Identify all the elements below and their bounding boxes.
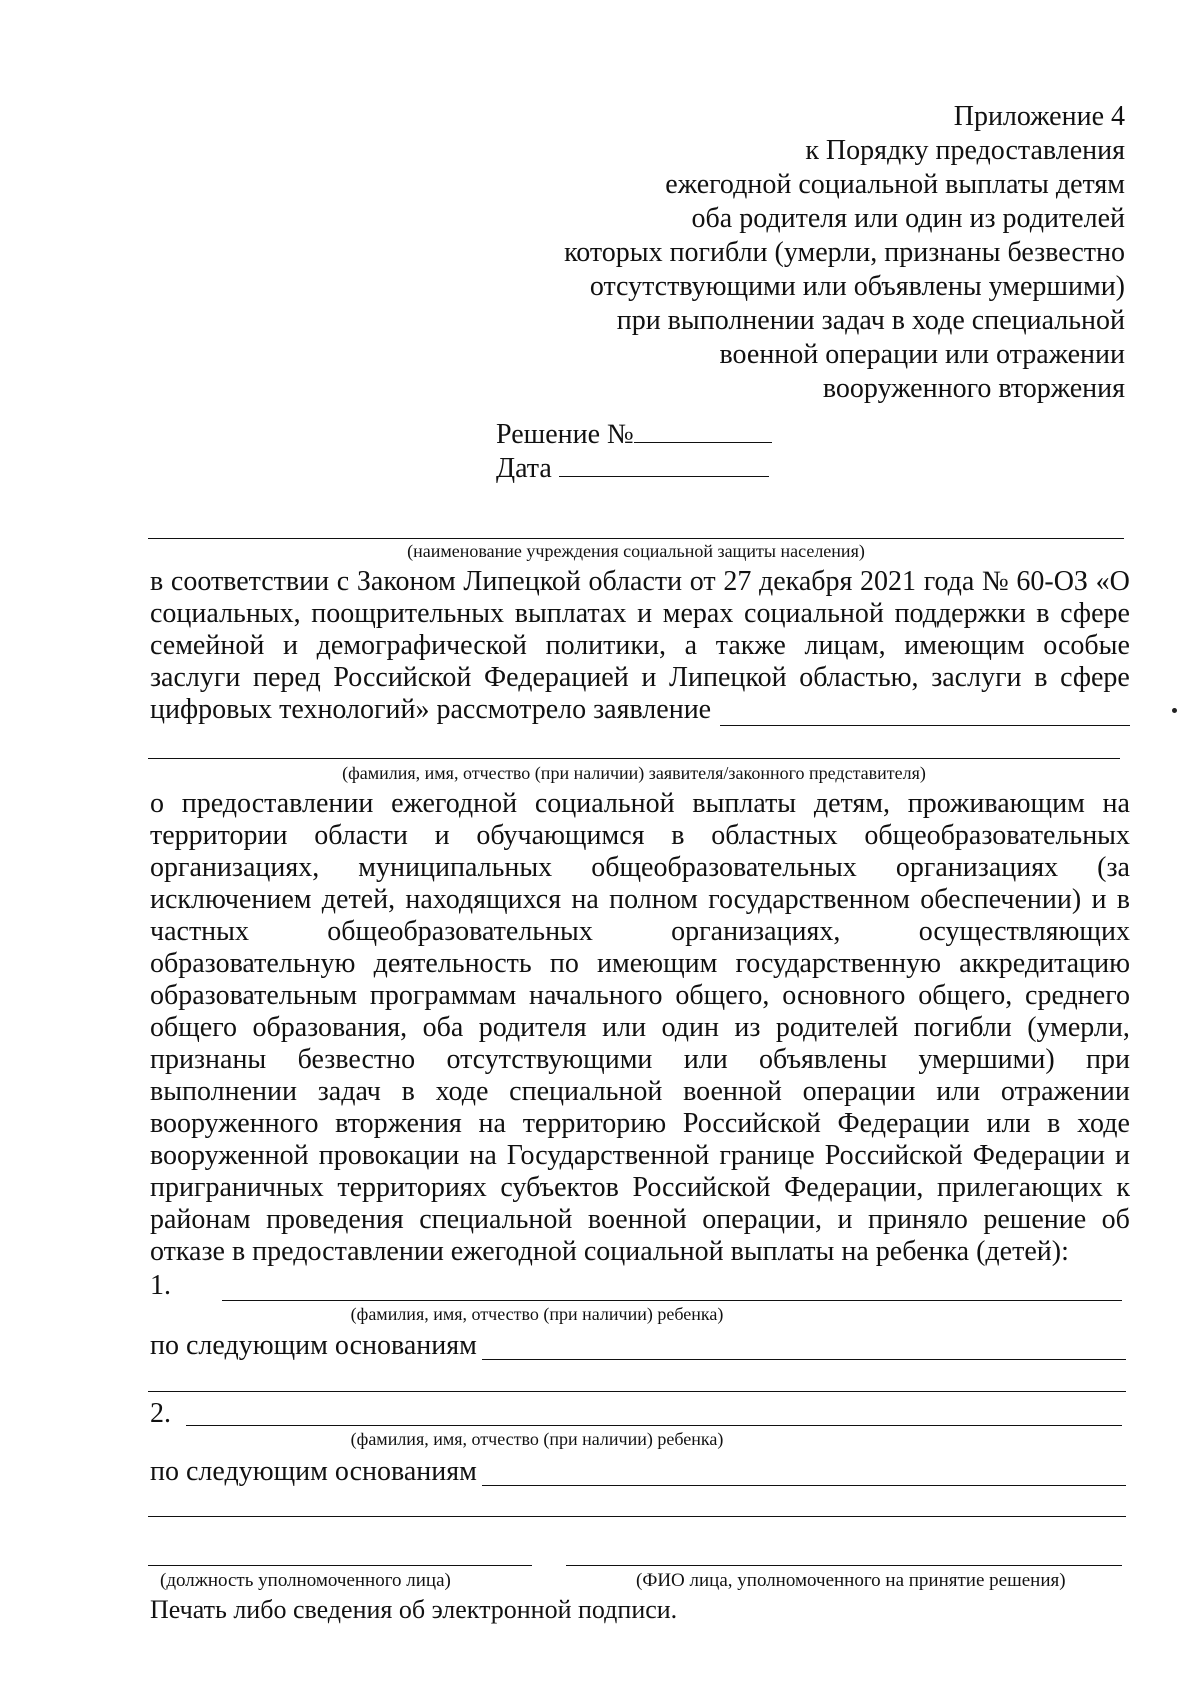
paragraph-line: признаны безвестно отсутствующими или объявлены умершими) при: [150, 1044, 1130, 1075]
applicant-field[interactable]: [148, 758, 1120, 759]
child-1-grounds-field[interactable]: [482, 1359, 1126, 1360]
official-name-field[interactable]: [566, 1565, 1122, 1566]
appendix-line: ежегодной социальной выплаты детям: [665, 169, 1125, 200]
paragraph-line: районам проведения специальной военной операции, и приняло решение об: [150, 1204, 1130, 1235]
decision-block: [496, 418, 772, 486]
applicant-caption: (фамилия, имя, отчество (при наличии) заявителя/законного представителя): [342, 763, 926, 783]
child-2-number: 2.: [150, 1398, 171, 1429]
child-1-grounds-extra-field[interactable]: [148, 1391, 1126, 1392]
child-1-grounds-label: по следующим основаниям: [150, 1330, 477, 1361]
child-2-grounds-extra-field[interactable]: [148, 1516, 1126, 1517]
paragraph-line: социальных, поощрительных выплатах и мерах социальной поддержки в сфере: [150, 598, 1130, 629]
appendix-line: которых погибли (умерли, признаны безвестно: [564, 237, 1125, 268]
paragraph-line: семейной и демографической политики, а также лицам, имеющим особые: [150, 630, 1130, 661]
child-1-number: 1.: [150, 1270, 171, 1301]
paragraph-line: образовательную деятельность по имеющим государственную аккредитацию: [150, 948, 1130, 979]
paragraph-line: организациях, муниципальных общеобразовательных организациях (за: [150, 852, 1130, 883]
decision-number-row: [496, 418, 772, 452]
decision-date-row: [496, 452, 772, 486]
child-2-caption: (фамилия, имя, отчество (при наличии) ребенка): [350, 1429, 724, 1449]
appendix-line: вооруженного вторжения: [822, 373, 1125, 404]
paragraph-law-last-line: [150, 694, 711, 726]
paragraph-line: исключением детей, находящихся на полном государственном обеспечении) и в: [150, 884, 1130, 915]
paragraph-law-reference: [150, 566, 1130, 694]
position-caption: (должность уполномоченного лица): [160, 1570, 451, 1591]
application-field[interactable]: [720, 725, 1130, 726]
paragraph-line: вооруженной провокации на Государственной границе Российской Федерации и: [150, 1140, 1130, 1171]
decision-number-label: Решение №: [496, 419, 634, 450]
refusal-statement: отказе в предоставлении ежегодной социальной выплаты на ребенка (детей):: [150, 1236, 1069, 1267]
child-1-name-field[interactable]: [222, 1300, 1122, 1301]
child-2-grounds-label: по следующим основаниям: [150, 1456, 477, 1487]
appendix-line: военной операции или отражении: [719, 339, 1125, 370]
appendix-header: [405, 100, 1125, 406]
scan-speck: [1172, 708, 1177, 713]
child-2-grounds-field[interactable]: [482, 1485, 1126, 1486]
paragraph-line: заслуги перед Российской Федерацией и Липецкой областью, заслуги в сфере: [150, 662, 1130, 693]
paragraph-line: частных общеобразовательных организациях, осуществляющих: [150, 916, 1130, 947]
paragraph-line: в соответствии с Законом Липецкой области от 27 декабря 2021 года № 60-ОЗ «О: [150, 566, 1130, 597]
paragraph-line: образовательным программам начального общего, основного общего, среднего: [150, 980, 1130, 1011]
position-field[interactable]: [148, 1565, 532, 1566]
official-caption: (ФИО лица, уполномоченного на принятие решения): [636, 1570, 1066, 1591]
paragraph-line: приграничных территориях субъектов Российской Федерации, прилегающих к: [150, 1172, 1130, 1203]
appendix-line: оба родителя или один из родителей: [691, 203, 1125, 234]
child-2-name-field[interactable]: [186, 1425, 1122, 1426]
statement-considered-label: цифровых технологий» рассмотрело заявление: [150, 694, 712, 725]
decision-date-label: Дата: [496, 453, 552, 484]
paragraph-line: общего образования, оба родителя или один из родителей погибли (умерли,: [150, 1012, 1130, 1043]
decision-number-field[interactable]: [634, 420, 772, 443]
paragraph-decision-text: [150, 788, 1130, 1236]
paragraph-line: о предоставлении ежегодной социальной выплаты детям, проживающим на: [150, 788, 1130, 819]
paragraph-line: вооруженного вторжения на территорию Российской Федерации или в ходе: [150, 1108, 1130, 1139]
appendix-line: к Порядку предоставления: [805, 135, 1125, 166]
paragraph-line: выполнении задач в ходе специальной военной операции или отражении: [150, 1076, 1130, 1107]
institution-field[interactable]: [148, 538, 1124, 539]
decision-date-field[interactable]: [559, 454, 769, 477]
paragraph-line: территории области и обучающимся в областных общеобразовательных: [150, 820, 1130, 851]
appendix-line: Приложение 4: [953, 101, 1125, 132]
appendix-line: при выполнении задач в ходе специальной: [616, 305, 1125, 336]
appendix-line: отсутствующими или объявлены умершими): [589, 271, 1125, 302]
institution-caption: (наименование учреждения социальной защиты населения): [407, 541, 865, 561]
paragraph-decision-last-line: [150, 1236, 1069, 1268]
child-1-caption: (фамилия, имя, отчество (при наличии) ребенка): [350, 1304, 724, 1324]
seal-note: Печать либо сведения об электронной подписи.: [150, 1595, 678, 1624]
